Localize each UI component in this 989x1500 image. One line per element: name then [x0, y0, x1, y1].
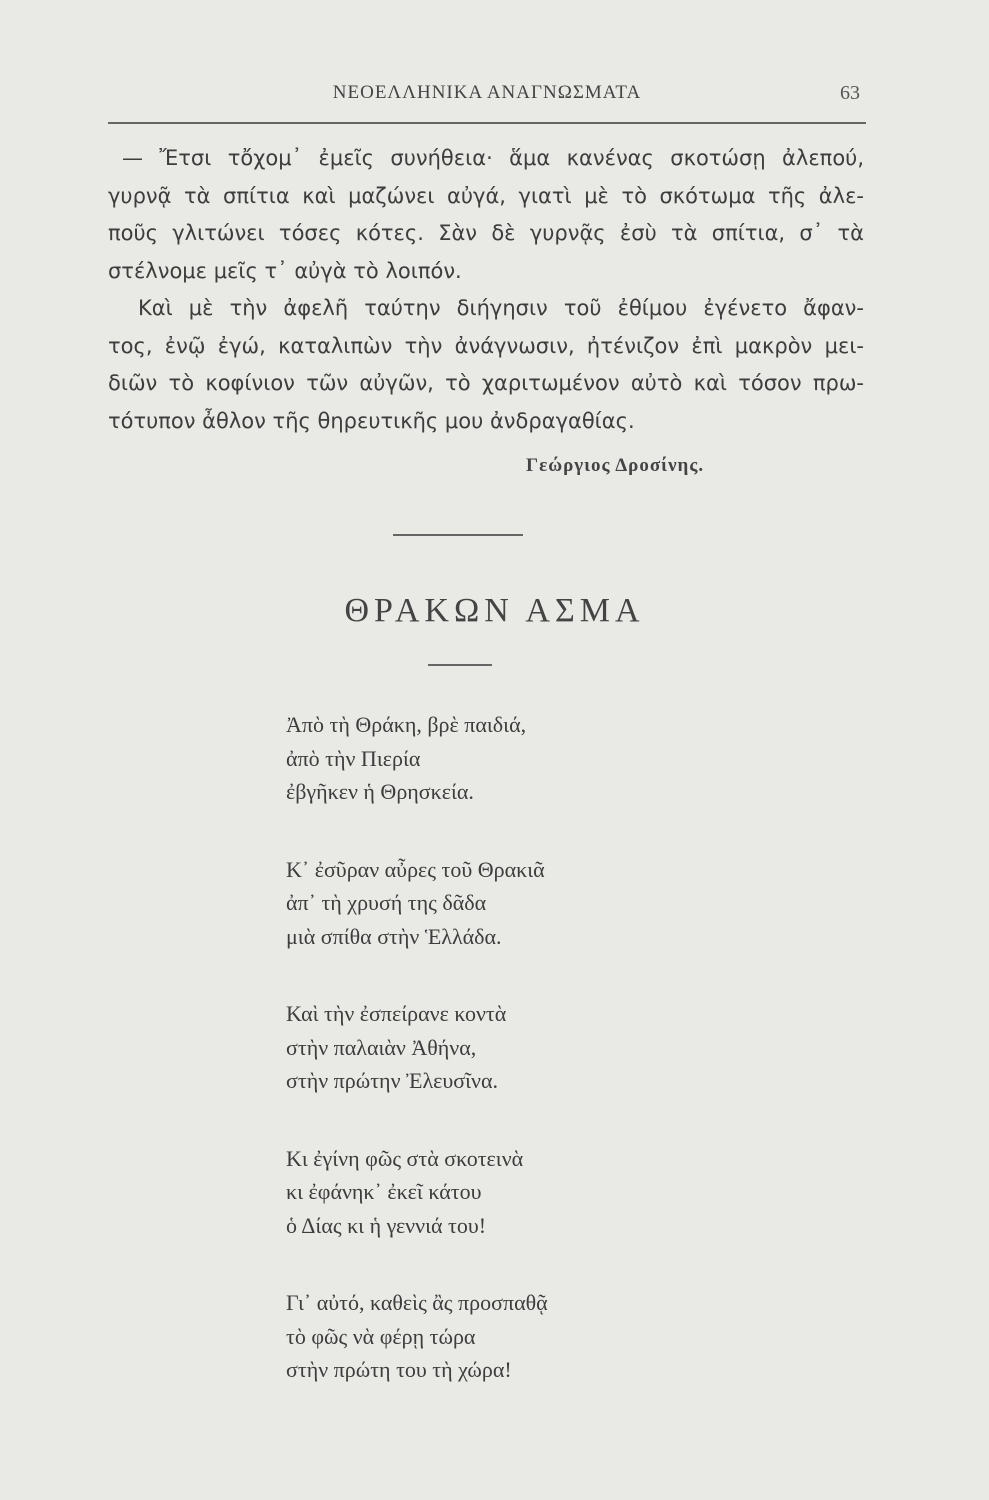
author-signature: Γεώργιος Δροσίνης. — [526, 455, 705, 476]
verse-line: κι ἐφάνηκ᾽ ἐκεῖ κάτου — [286, 1179, 482, 1204]
prose-line: τότυπον ἆθλον τῆς θηρευτικῆς μου ἀνδραγαθίας. — [108, 408, 635, 433]
verse-line: ὁ Δίας κι ἡ γεννιά του! — [286, 1212, 487, 1238]
verse-line: μιὰ σπίθα στὴν Ἑλλάδα. — [286, 923, 502, 949]
stanza — [286, 708, 548, 809]
verse-line: ἐβγῆκεν ἡ Θρησκεία. — [286, 779, 474, 804]
section-divider — [393, 534, 523, 536]
prose-line: διῶν τὸ κοφίνιον τῶν αὐγῶν, τὸ χαριτωμένον αὐτὸ καὶ τόσον πρω- — [108, 371, 864, 395]
poem — [286, 708, 548, 1431]
title-divider — [428, 664, 492, 666]
verse-line: Ἀπὸ τὴ Θράκη, βρὲ παιδιά, — [286, 712, 527, 737]
prose-line: Καὶ μὲ τὴν ἀφελῆ ταύτην διήγησιν τοῦ ἐθίμου ἐγένετο ἄφαν- — [138, 296, 864, 320]
verse-line: στὴν πρώτη του τὴ χώρα! — [286, 1357, 512, 1382]
poem-title: ΘΡΑΚΩΝ ΑΣΜΑ — [344, 592, 645, 629]
prose-line: τος, ἐνῷ ἐγώ, καταλιπὼν τὴν ἀνάγνωσιν, ἠτένιζον ἐπὶ μακρὸν μει- — [108, 333, 864, 358]
verse-line: ἀπ᾽ τὴ χρυσή της δᾶδα — [286, 890, 487, 915]
verse-line: Κι ἐγίνη φῶς στὰ σκοτεινὰ — [286, 1145, 524, 1171]
verse-line: στὴν παλαιὰν Ἀθήνα, — [286, 1034, 477, 1060]
stanza — [286, 1286, 548, 1387]
verse-line: Καὶ τὴν ἐσπείρανε κοντὰ — [286, 1001, 507, 1026]
page-number: 63 — [840, 82, 860, 104]
stanza — [286, 1142, 548, 1243]
stanza — [286, 853, 548, 954]
verse-line: Γι᾽ αὐτό, καθεὶς ἂς προσπαθᾷ — [286, 1290, 548, 1315]
header-rule — [108, 122, 866, 124]
page-header — [108, 82, 866, 112]
verse-line: στὴν πρώτην Ἐλευσῖνα. — [286, 1068, 499, 1093]
prose-line: γυρνᾷ τὰ σπίτια καὶ μαζώνει αὐγά, γιατὶ μὲ τὸ σκότωμα τῆς ἀλε- — [108, 183, 864, 208]
prose-section — [108, 140, 864, 440]
verse-line: Κ᾽ ἐσῦραν αὖρες τοῦ Θρακιᾶ — [286, 856, 545, 882]
stanza — [286, 997, 548, 1098]
prose-line: — Ἔτσι τὄχομ᾽ ἐμεῖς συνήθεια· ἅμα κανένας σκοτώσῃ ἀλεπού, — [122, 146, 864, 170]
verse-line: ἀπὸ τὴν Πιερία — [286, 745, 421, 771]
prose-line: ποῦς γλιτώνει τόσες κότες. Σὰν δὲ γυρνᾷς ἐσὺ τὰ σπίτια, σ᾽ τὰ — [108, 221, 864, 245]
running-title: ΝΕΟΕΛΛΗΝΙΚΑ ΑΝΑΓΝΩΣΜΑΤΑ — [332, 82, 642, 103]
verse-line: τὸ φῶς νὰ φέρῃ τώρα — [286, 1323, 476, 1349]
prose-line: στέλνομε μεῖς τ᾽ αὐγὰ τὸ λοιπόν. — [108, 258, 462, 283]
